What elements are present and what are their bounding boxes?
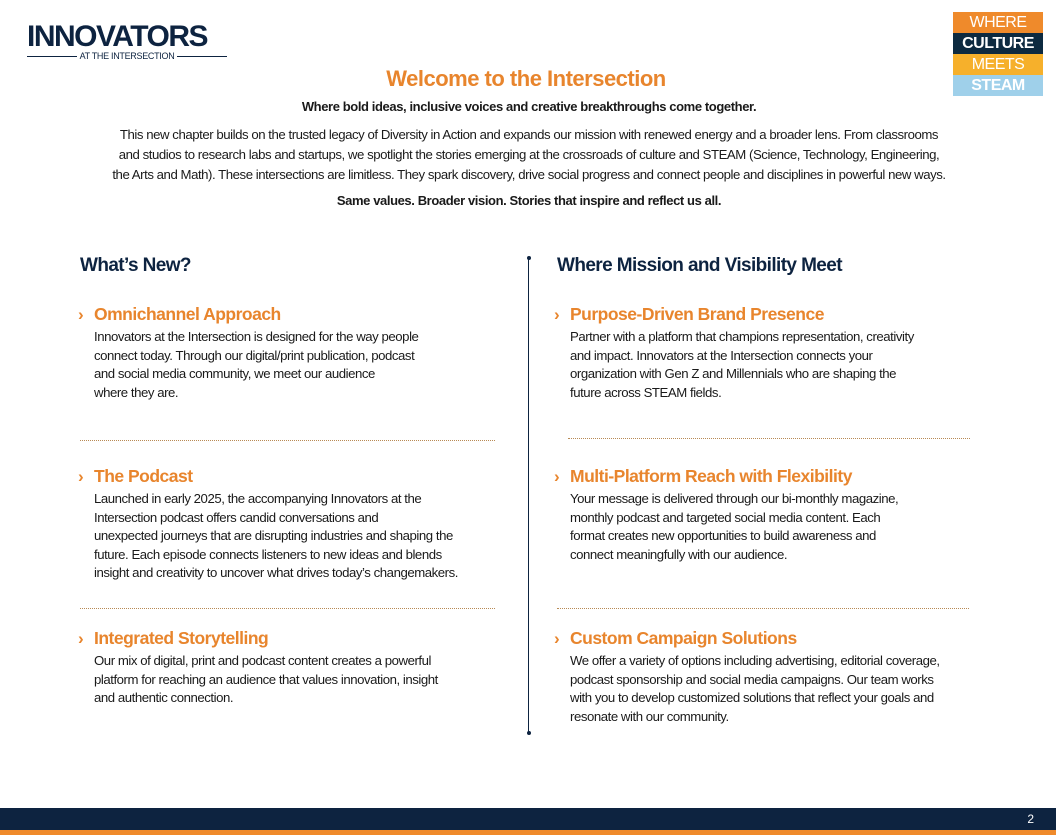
body-line: platform for reaching an audience that values innovation, insight xyxy=(94,671,438,687)
footer-accent xyxy=(0,830,1056,835)
body-line: unexpected journeys that are disrupting industries and shaping the xyxy=(94,528,453,543)
body-line: We offer a variety of options including advertising, editorial coverage, xyxy=(570,653,940,668)
tagline: Where bold ideas, inclusive voices and creative breakthroughs come together. xyxy=(301,99,757,114)
intro-line: the Arts and Math). These intersections are limitless. They spark discovery, drive social progress and connect people and disciplines in powerful new ways. xyxy=(112,167,946,182)
body-line: and impact. Innovators at the Intersection connects your xyxy=(570,347,873,363)
chevron-right-icon: › xyxy=(78,628,84,648)
column-divider xyxy=(528,258,529,733)
body-line: resonate with our community. xyxy=(570,708,729,724)
right-column-heading: Where Mission and Visibility Meet xyxy=(557,255,842,276)
logo-wordmark: INNOVATORS xyxy=(27,20,208,53)
section-heading xyxy=(554,466,898,487)
chevron-right-icon: › xyxy=(78,466,84,486)
section-title: Integrated Storytelling xyxy=(94,628,269,648)
chevron-right-icon: › xyxy=(554,466,560,486)
section-heading xyxy=(78,628,438,649)
left-section xyxy=(78,628,438,708)
section-heading xyxy=(78,466,458,487)
body-line: where they are. xyxy=(94,384,179,400)
section-title: Multi-Platform Reach with Flexibility xyxy=(570,466,852,486)
footer-bar xyxy=(0,808,1056,830)
badge-line: CULTURE xyxy=(953,33,1043,54)
chevron-right-icon: › xyxy=(554,304,560,324)
left-column-heading: What’s New? xyxy=(80,255,191,276)
body-line: podcast sponsorship and social media campaigns. Our team works xyxy=(570,671,934,687)
section-body xyxy=(570,328,914,402)
body-line: future. Each episode connects listeners to new ideas and blends xyxy=(94,546,442,562)
section-body xyxy=(94,490,458,583)
divider xyxy=(568,438,970,439)
body-line: Our mix of digital, print and podcast content creates a powerful xyxy=(94,653,431,668)
left-section xyxy=(78,466,458,583)
section-title: Custom Campaign Solutions xyxy=(570,628,797,648)
intro-line: This new chapter builds on the trusted legacy of Diversity in Action and expands our mission with renewed energy and a broader lens. From classrooms xyxy=(119,127,939,142)
body-line: Launched in early 2025, the accompanying Innovators at the xyxy=(94,491,422,506)
badge-line: WHERE xyxy=(953,12,1043,33)
section-heading xyxy=(554,304,914,325)
left-section xyxy=(78,304,419,402)
page-number: 2 xyxy=(1027,812,1034,826)
section-title: Omnichannel Approach xyxy=(94,304,281,324)
logo-subtitle: AT THE INTERSECTION xyxy=(79,51,175,61)
intro-paragraph xyxy=(0,125,1056,185)
body-line: connect today. Through our digital/print publication, podcast xyxy=(94,347,415,363)
body-line: format creates new opportunities to build awareness and xyxy=(570,528,876,543)
body-line: Partner with a platform that champions representation, creativity xyxy=(570,329,914,344)
section-title: Purpose-Driven Brand Presence xyxy=(570,304,824,324)
body-line: Your message is delivered through our bi-monthly magazine, xyxy=(570,491,899,506)
body-line: and social media community, we meet our audience xyxy=(94,366,375,381)
right-section xyxy=(554,304,914,402)
section-body xyxy=(570,652,940,726)
chevron-right-icon: › xyxy=(78,304,84,324)
page-title: Welcome to the Intersection xyxy=(386,66,666,91)
right-section xyxy=(554,466,899,564)
body-line: Intersection podcast offers candid conversations and xyxy=(94,509,379,525)
chevron-right-icon: › xyxy=(554,628,560,648)
closing-statement: Same values. Broader vision. Stories that inspire and reflect us all. xyxy=(336,193,722,208)
divider xyxy=(80,440,495,441)
badge-line: MEETS xyxy=(953,54,1043,75)
body-line: organization with Gen Z and Millennials who are shaping the xyxy=(570,366,897,381)
body-line: insight and creativity to uncover what drives today’s changemakers. xyxy=(94,565,458,580)
section-body xyxy=(94,328,418,402)
divider xyxy=(557,608,969,609)
divider xyxy=(80,608,495,609)
right-section xyxy=(554,628,940,726)
innovators-logo xyxy=(27,22,227,61)
body-line: connect meaningfully with our audience. xyxy=(570,546,788,562)
section-body xyxy=(570,490,898,564)
section-heading xyxy=(554,628,940,649)
body-line: with you to develop customized solutions that reflect your goals and xyxy=(570,690,934,705)
intro-line: and studios to research labs and startups, we spotlight the stories emerging at the crossroads of culture and STEAM (Science, Technology, Engineering, xyxy=(118,147,940,162)
section-body xyxy=(94,652,438,708)
body-line: future across STEAM fields. xyxy=(570,384,722,400)
body-line: and authentic connection. xyxy=(94,690,234,705)
body-line: monthly podcast and targeted social media content. Each xyxy=(570,509,881,525)
badge-line: STEAM xyxy=(953,75,1043,96)
section-title: The Podcast xyxy=(94,466,193,486)
body-line: Innovators at the Intersection is designed for the way people xyxy=(94,329,419,344)
section-heading xyxy=(78,304,418,325)
